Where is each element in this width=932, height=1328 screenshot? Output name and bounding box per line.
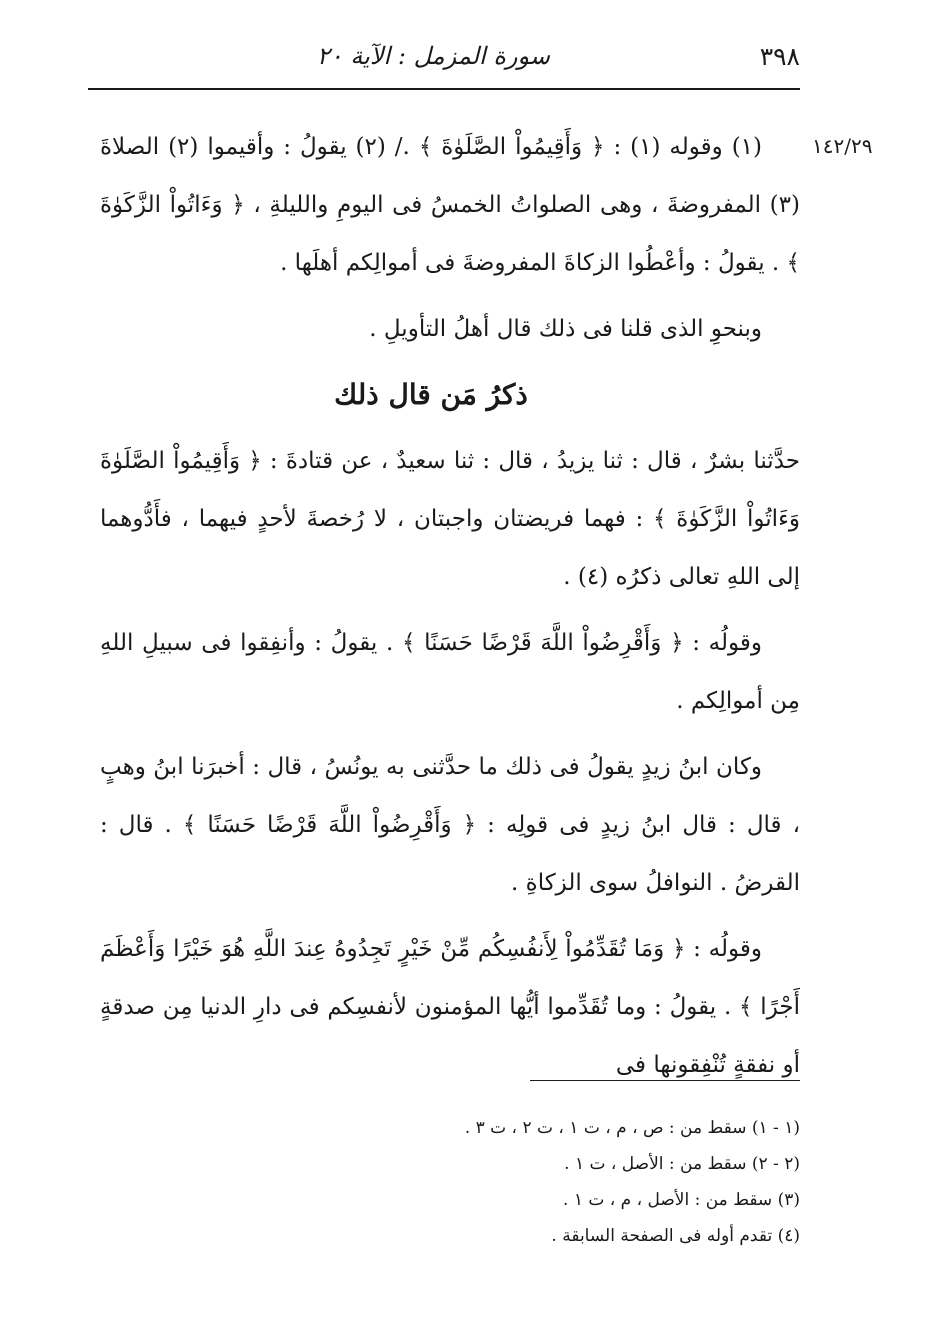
section-title: ذكرُ مَن قال ذلك	[334, 378, 528, 411]
footnote: (٤) تقدم أوله فى الصفحة السابقة .	[551, 1226, 800, 1246]
footnotes	[300, 1110, 800, 1254]
page-number: ٣٩٨	[759, 42, 800, 71]
paragraph: وقولُه : ﴿ وَأَقْرِضُواْ اللَّهَ قَرْضًا حَسَنًا ﴾ . يقولُ : وأنفِقوا فى سبيلِ اللهِ مِن أموالِكم .	[100, 630, 800, 714]
paragraph: وكان ابنُ زيدٍ يقولُ فى ذلك ما حدَّثنى به يونُسُ ، قال : أخبرَنا ابنُ وهبٍ ، قال : قال ابنُ زيدٍ فى قولِه : ﴿ وَأَقْرِضُواْ اللَّهَ قَرْضًا حَسَنًا ﴾ . قال : القرضُ . النوافلُ سوى الزكاةِ .	[100, 754, 800, 896]
footnote: (٣) سقط من : الأصل ، م ، ت ١ .	[563, 1190, 800, 1210]
footnote-rule	[530, 1080, 800, 1081]
header-rule	[88, 88, 800, 90]
paragraph: وبنحوِ الذى قلنا فى ذلك قال أهلُ التأويلِ .	[369, 316, 762, 342]
paragraph: وقولُه : ﴿ وَمَا تُقَدِّمُواْ لِأَنفُسِكُم مِّنْ خَيْرٍ تَجِدُوهُ عِندَ اللَّهِ هُوَ خَيْرًا وَأَعْظَمَ أَجْرًا ﴾ . يقولُ : وما تُقَدِّموا أيُّها المؤمنون لأنفسِكم فى دارِ الدنيا مِن صدقةٍ أو نفقةٍ تُنْفِقونها فى	[100, 936, 800, 1078]
running-title: سورة المزمل : الآية ٢٠	[316, 42, 550, 70]
footnote: (١ - ١) سقط من : ص ، م ، ت ١ ، ت ٢ ، ت ٣ .	[464, 1118, 800, 1138]
paragraph: حدَّثنا بشرٌ ، قال : ثنا يزيدُ ، قال : ثنا سعيدٌ ، عن قتادةَ : ﴿ وَأَقِيمُواْ الصَّلَوٰةَ وَءَاتُواْ الزَّكَوٰةَ ﴾ : فهما فريضتان واجبتان ، لا رُخصةَ لأحدٍ فيهما ، فأَدُّوهما إلى اللهِ تعالى ذكرُه (٤) .	[100, 448, 800, 590]
main-text	[100, 118, 800, 1102]
footnote: (٢ - ٢) سقط من : الأصل ، ت ١ .	[564, 1154, 800, 1174]
page-header	[88, 36, 800, 80]
paragraph: (١) وقوله (١) : ﴿ وَأَقِيمُواْ الصَّلَوٰةَ ﴾ ./ (٢) يقولُ : وأقيموا (٢) الصلاةَ (٣) المفروضةَ ، وهى الصلواتُ الخمسُ فى اليومِ والليلةِ ، ﴿ وَءَاتُواْ الزَّكَوٰةَ ﴾ . يقولُ : وأعْطُوا الزكاةَ المفروضةَ فى أموالِكم أهلَها .	[100, 134, 800, 276]
margin-reference: ١٤٢/٢٩	[812, 134, 873, 158]
